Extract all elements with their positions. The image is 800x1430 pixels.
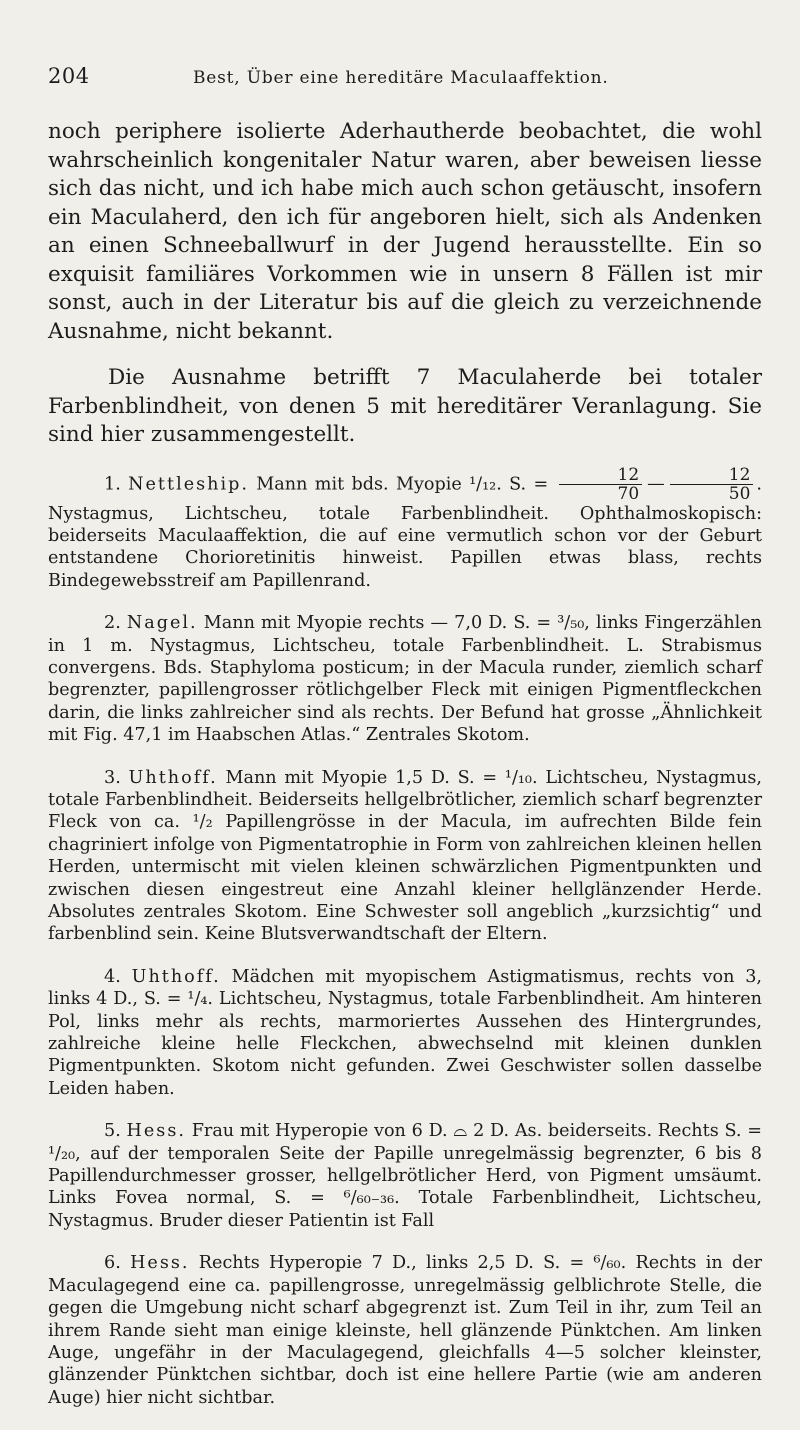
body-paragraph-2: Die Ausnahme betrifft 7 Maculaherde bei totaler Farbenblindheit, von denen 5 mit hereditärer Veranlagung. Sie sind hier zusammengestellt. — [48, 365, 762, 447]
running-title: Best, Über eine hereditäre Maculaaffektion. — [193, 68, 609, 88]
case-text: Rechts Hyperopie 7 D., links 2,5 D. S. = ⁶/₆₀. Rechts in der Maculagegend eine ca. papillengrosse, unregelmässig gelblichrote Stelle, die gegen die Umgebung nicht scharf abgegrenzt ist. Zum Teil in ihr, zum Teil an ihrem Rande sieht man einige kleinste, hell glänzende Pünktchen. Am linken Auge, ungefähr in der Maculagegend, gleichfalls 4—5 solcher kleinster, glänzender Pünktchen sichtbar, doch ist eine hellere Partie (wie am anderen Auge) hier nicht sichtbar. — [48, 1253, 763, 1408]
case-text: Frau mit Hyperopie von 6 D. ⌓ 2 D. As. beiderseits. Rechts S. = ¹/₂₀, auf der temporalen Seite der Papille unregelmässig begrenzter, 6 bis 8 Papillendurchmesser grosser, hellgelbrötlicher Herd, von Pigment umsäumt. Links Fovea normal, S. = ⁶/₆₀₋₃₆. Totale Farbenblindheit, Lichtscheu, Nystagmus. Bruder dieser Patientin ist Fall — [48, 1121, 762, 1231]
case-text: Mädchen mit myopischem Astigmatismus, rechts von 3, links 4 D., S. = ¹/₄. Lichtscheu, Nystagmus, totale Farbenblindheit. Am hinteren Pol, links mehr als rechts, marmoriertes Aussehen des Hintergrundes, zahlreiche kleine helle Fleckchen, abwechselnd mit kleinen dunklen Pigmentpunkten. Skotom nicht gefunden. Zwei Geschwister sollen dasselbe Leiden haben. — [48, 966, 763, 1099]
case-author: Nettleship. — [128, 474, 249, 494]
case-text-pre: Mann mit bds. Myopie ¹/₁₂. S. = — [256, 474, 549, 494]
case-number: 6. — [104, 1253, 121, 1274]
case-number: 2. — [104, 613, 121, 634]
fraction-denominator: 50 — [728, 483, 751, 504]
case-4 — [48, 966, 762, 1100]
case-author: Uhthoff. — [128, 767, 218, 788]
fraction-denominator: 70 — [617, 483, 640, 504]
case-text: Mann mit Myopie 1,5 D. S. = ¹/₁₀. Lichtscheu, Nystagmus, totale Farbenblindheit. Beiderseits hellgelbrötlicher, ziemlich scharf begrenzter Fleck von ca. ¹/₂ Papillengrösse in der Macula, im aufrechten Bilde fein chagriniert infolge von Pigmentatrophie in Form von zahlreichen kleinen hellen Herden, untermischt mit vielen kleinen schwärzlichen Pigmentpunkten und zwischen diesen eingestreut eine Anzahl kleiner hellglänzender Herde. Absolutes zentrales Skotom. Eine Schwester soll angeblich „kurzsichtig“ und farbenblind sein. Keine Blutsverwandtschaft der Eltern. — [48, 767, 762, 945]
case-list — [48, 466, 762, 1410]
body-paragraph-1: noch periphere isolierte Aderhautherde beobachtet, die wohl wahrscheinlich kongenitaler Natur waren, aber beweisen liesse sich das nicht, und ich habe mich auch schon getäuscht, insofern ein Maculaherd, den ich für angeboren hielt, sich als Andenken an einen Schneeballwurf in der Jugend herausstellte. Ein so exquisit familiäres Vorkommen wie in unsern 8 Fällen ist mir sonst, auch in der Literatur bis auf die gleich zu verzeichnende Ausnahme, nicht bekannt. — [48, 119, 762, 344]
fraction — [559, 466, 643, 503]
case-author: Uhthoff. — [131, 966, 221, 987]
running-head — [48, 64, 762, 88]
case-1 — [48, 466, 762, 593]
minus-sign: — — [647, 474, 665, 494]
case-number: 1. — [104, 474, 121, 494]
case-number: 3. — [104, 767, 121, 788]
case-2 — [48, 612, 762, 746]
page-number: 204 — [48, 64, 90, 88]
case-3 — [48, 767, 762, 946]
case-6 — [48, 1252, 762, 1409]
case-5 — [48, 1120, 762, 1232]
case-number: 5. — [104, 1121, 121, 1142]
fraction-numerator: 12 — [670, 466, 754, 485]
case-author: Nagel. — [126, 613, 198, 634]
case-author: Hess. — [130, 1253, 190, 1274]
case-text: Mann mit Myopie rechts — 7,0 D. S. = ³/₅₀, links Fingerzählen in 1 m. Nystagmus, Lichtscheu, totale Farbenblindheit. L. Strabismus convergens. Bds. Staphyloma posticum; in der Macula runder, ziemlich scharf begrenzter, papillengrosser rötlichgelber Fleck mit einigen Pigmentfleckchen darin, die links zahlreicher sind als rechts. Der Befund hat grosse „Ähnlichkeit mit Fig. 47,1 im Haabschen Atlas.“ Zentrales Skotom. — [48, 613, 763, 746]
fraction — [670, 466, 754, 503]
case-number: 4. — [104, 966, 121, 987]
case-text-post: . Nystagmus, Lichtscheu, totale Farbenblindheit. Ophthalmoskopisch: beiderseits Maculaaffektion, die auf eine vermutlich schon vor der Geburt entstandene Chorioretinitis hinweist. Papillen etwas blass, rechts Bindegewebsstreif am Papillenrand. — [48, 474, 762, 591]
fraction-numerator: 12 — [559, 466, 643, 485]
case-author: Hess. — [126, 1121, 186, 1142]
